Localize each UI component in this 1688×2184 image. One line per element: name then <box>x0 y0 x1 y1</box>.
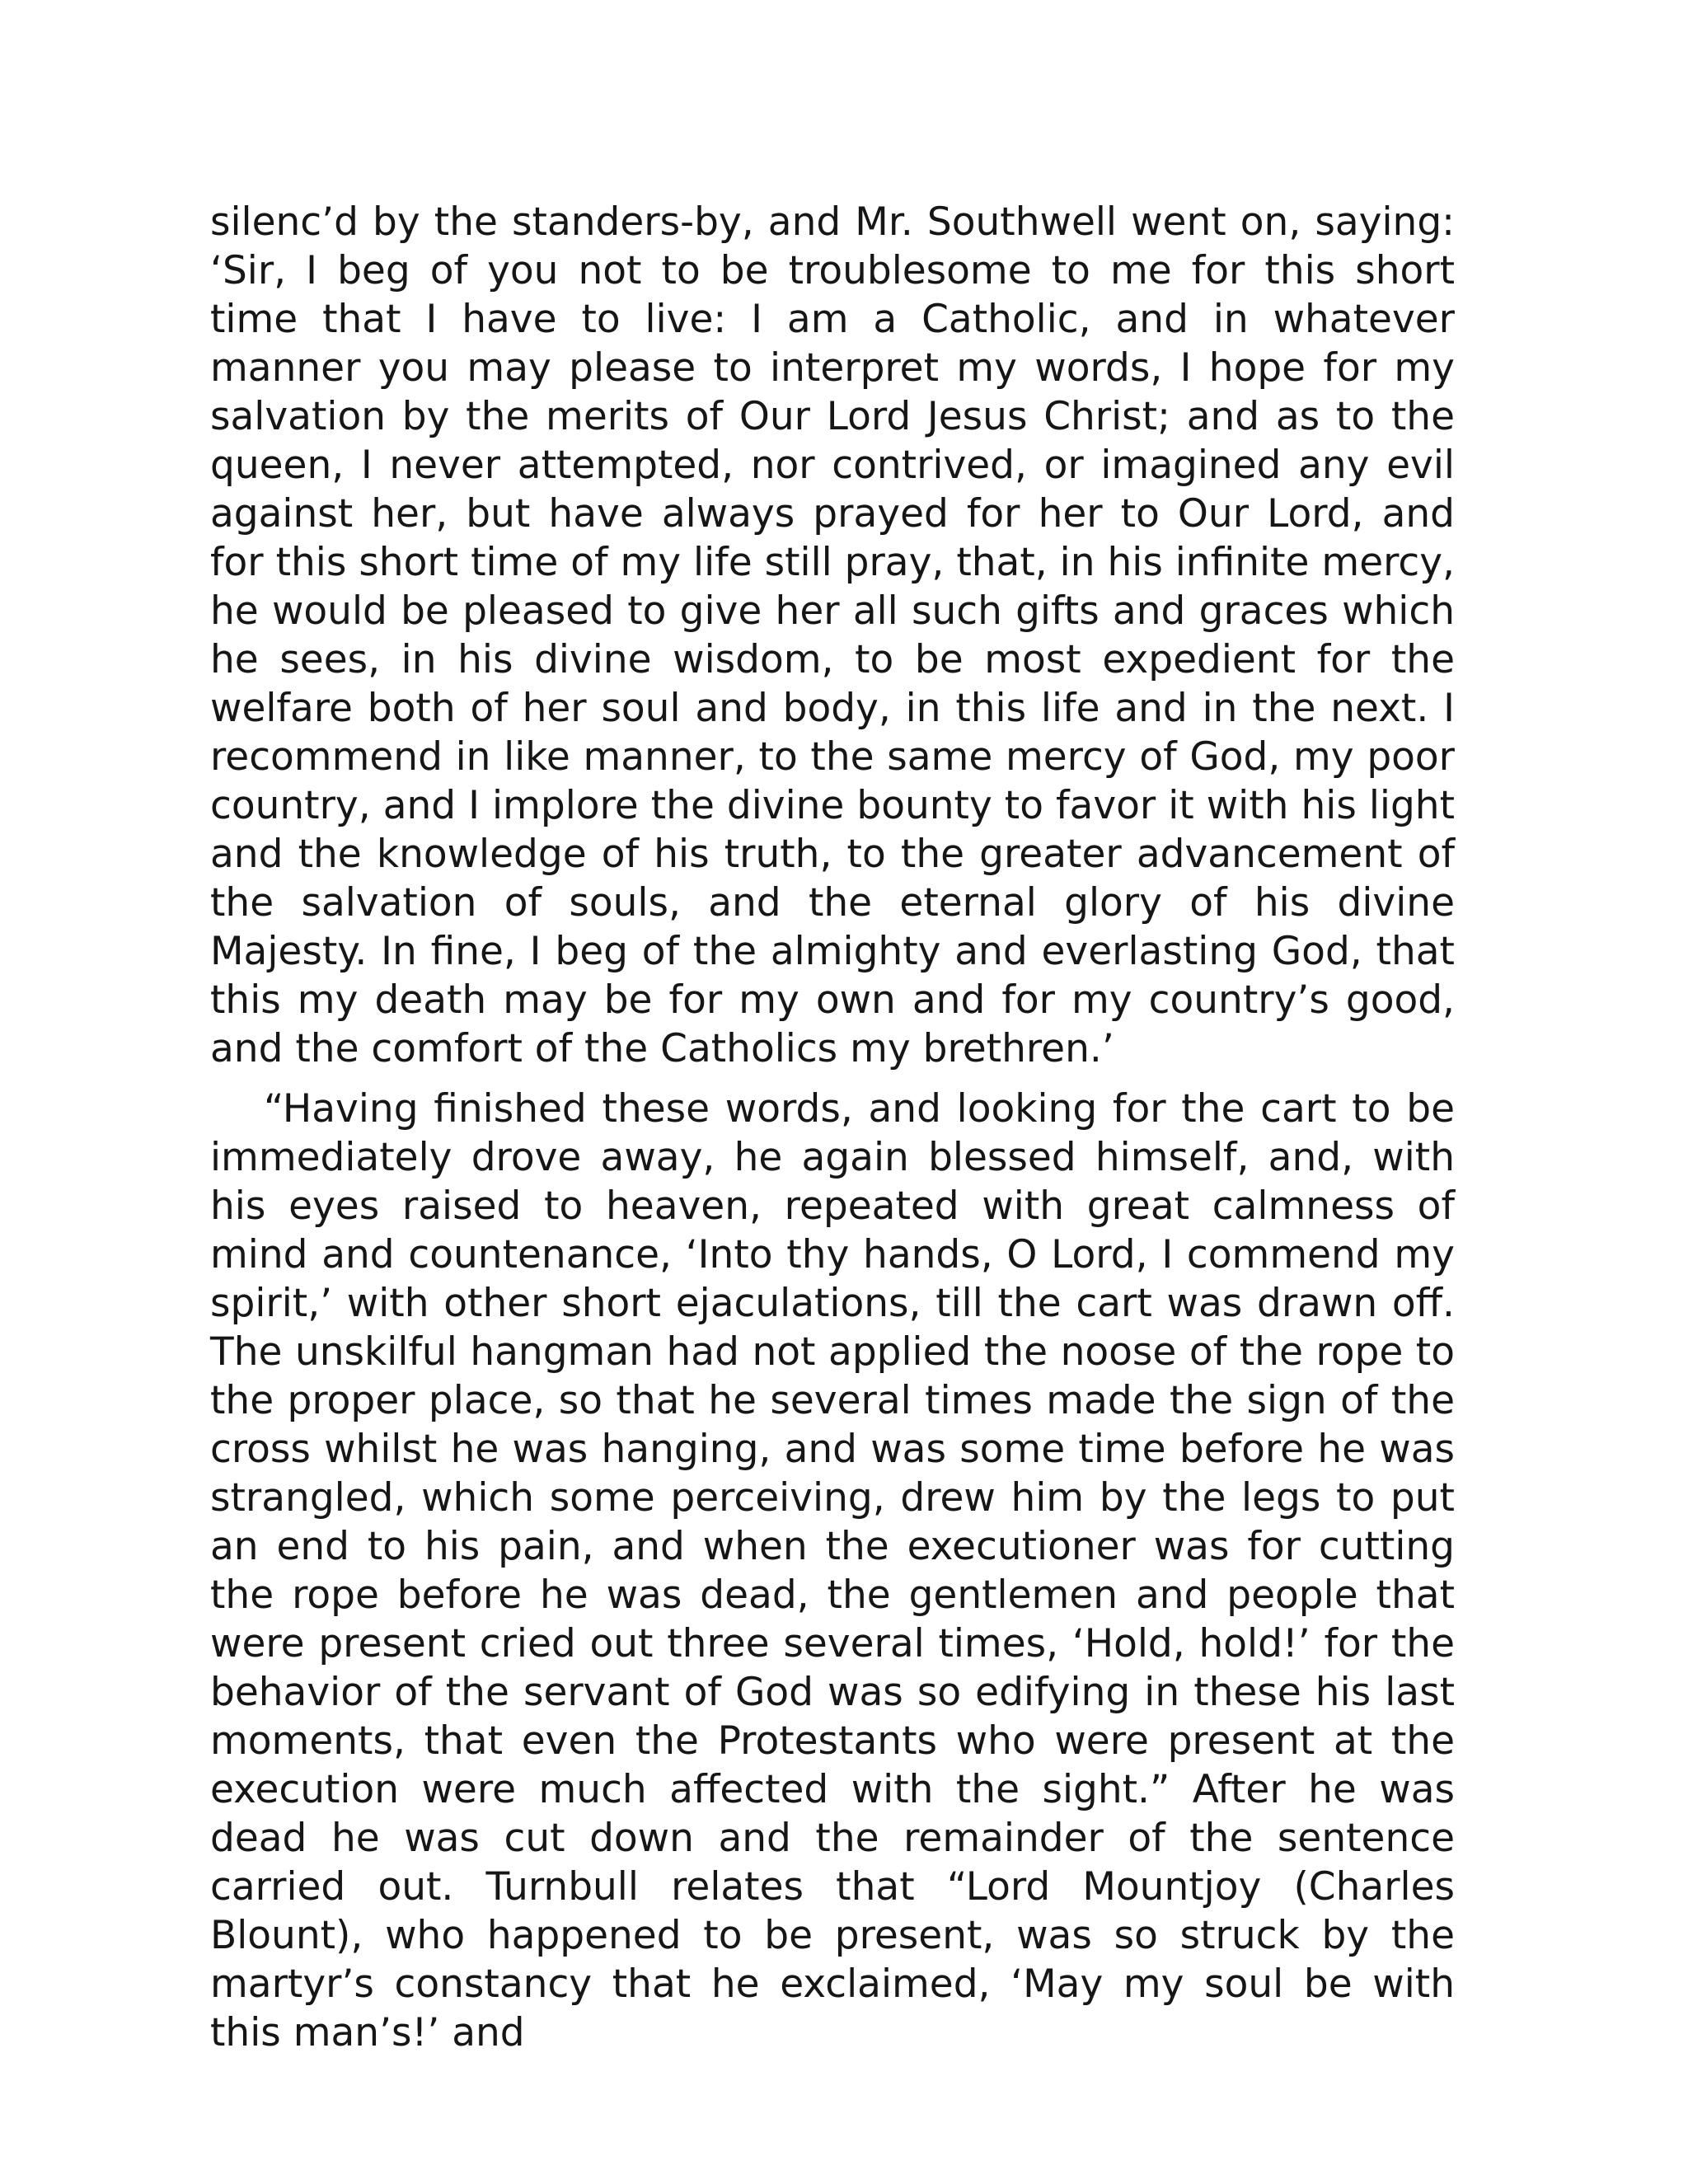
paragraph-continuation: silenc’d by the standers-by, and Mr. Southwell went on, saying: ‘Sir, I beg of you not to be troublesome to me for this short time that I have to live: I am a Catholic, and in whatever manner you may please to interpret my words, I hope for my salvation by the merits of Our Lord Jesus Christ; and as to the queen, I never attempted, nor contrived, or imagined any evil against her, but have always prayed for her to Our Lord, and for this short time of my life still pray, that, in his infinite mercy, he would be pleased to give her all such gifts and graces which he sees, in his divine wisdom, to be most expedient for the welfare both of her soul and body, in this life and in the next. I recommend in like manner, to the same mercy of God, my poor country, and I implore the divine bounty to favor it with his light and the knowledge of his truth, to the greater advancement of the salvation of souls, and the eternal glory of his divine Majesty. In fine, I beg of the almighty and everlasting God, that this my death may be for my own and for my country’s good, and the comfort of the Catholics my brethren.’ <box>210 199 1455 1071</box>
page-body <box>210 198 1455 2057</box>
paragraph-execution: “Having finished these words, and looking for the cart to be immediately drove away, he again blessed himself, and, with his eyes raised to heaven, repeated with great calmness of mind and countenance, ‘Into thy hands, O Lord, I commend my spirit,’ with other short ejaculations, till the cart was drawn off. The unskilful hangman had not applied the noose of the rope to the proper place, so that he several times made the sign of the cross whilst he was hanging, and was some time before he was strangled, which some perceiving, drew him by the legs to put an end to his pain, and when the executioner was for cutting the rope before he was dead, the gentlemen and people that were present cried out three several times, ‘Hold, hold!’ for the behavior of the servant of God was so edifying in these his last moments, that even the Protestants who were present at the execution were much affected with the sight.” After he was dead he was cut down and the remainder of the sentence carried out. Turnbull relates that “Lord Mountjoy (Charles Blount), who happened to be present, was so struck by the martyr’s constancy that he exclaimed, ‘May my soul be with this man’s!’ and <box>210 1086 1455 2055</box>
